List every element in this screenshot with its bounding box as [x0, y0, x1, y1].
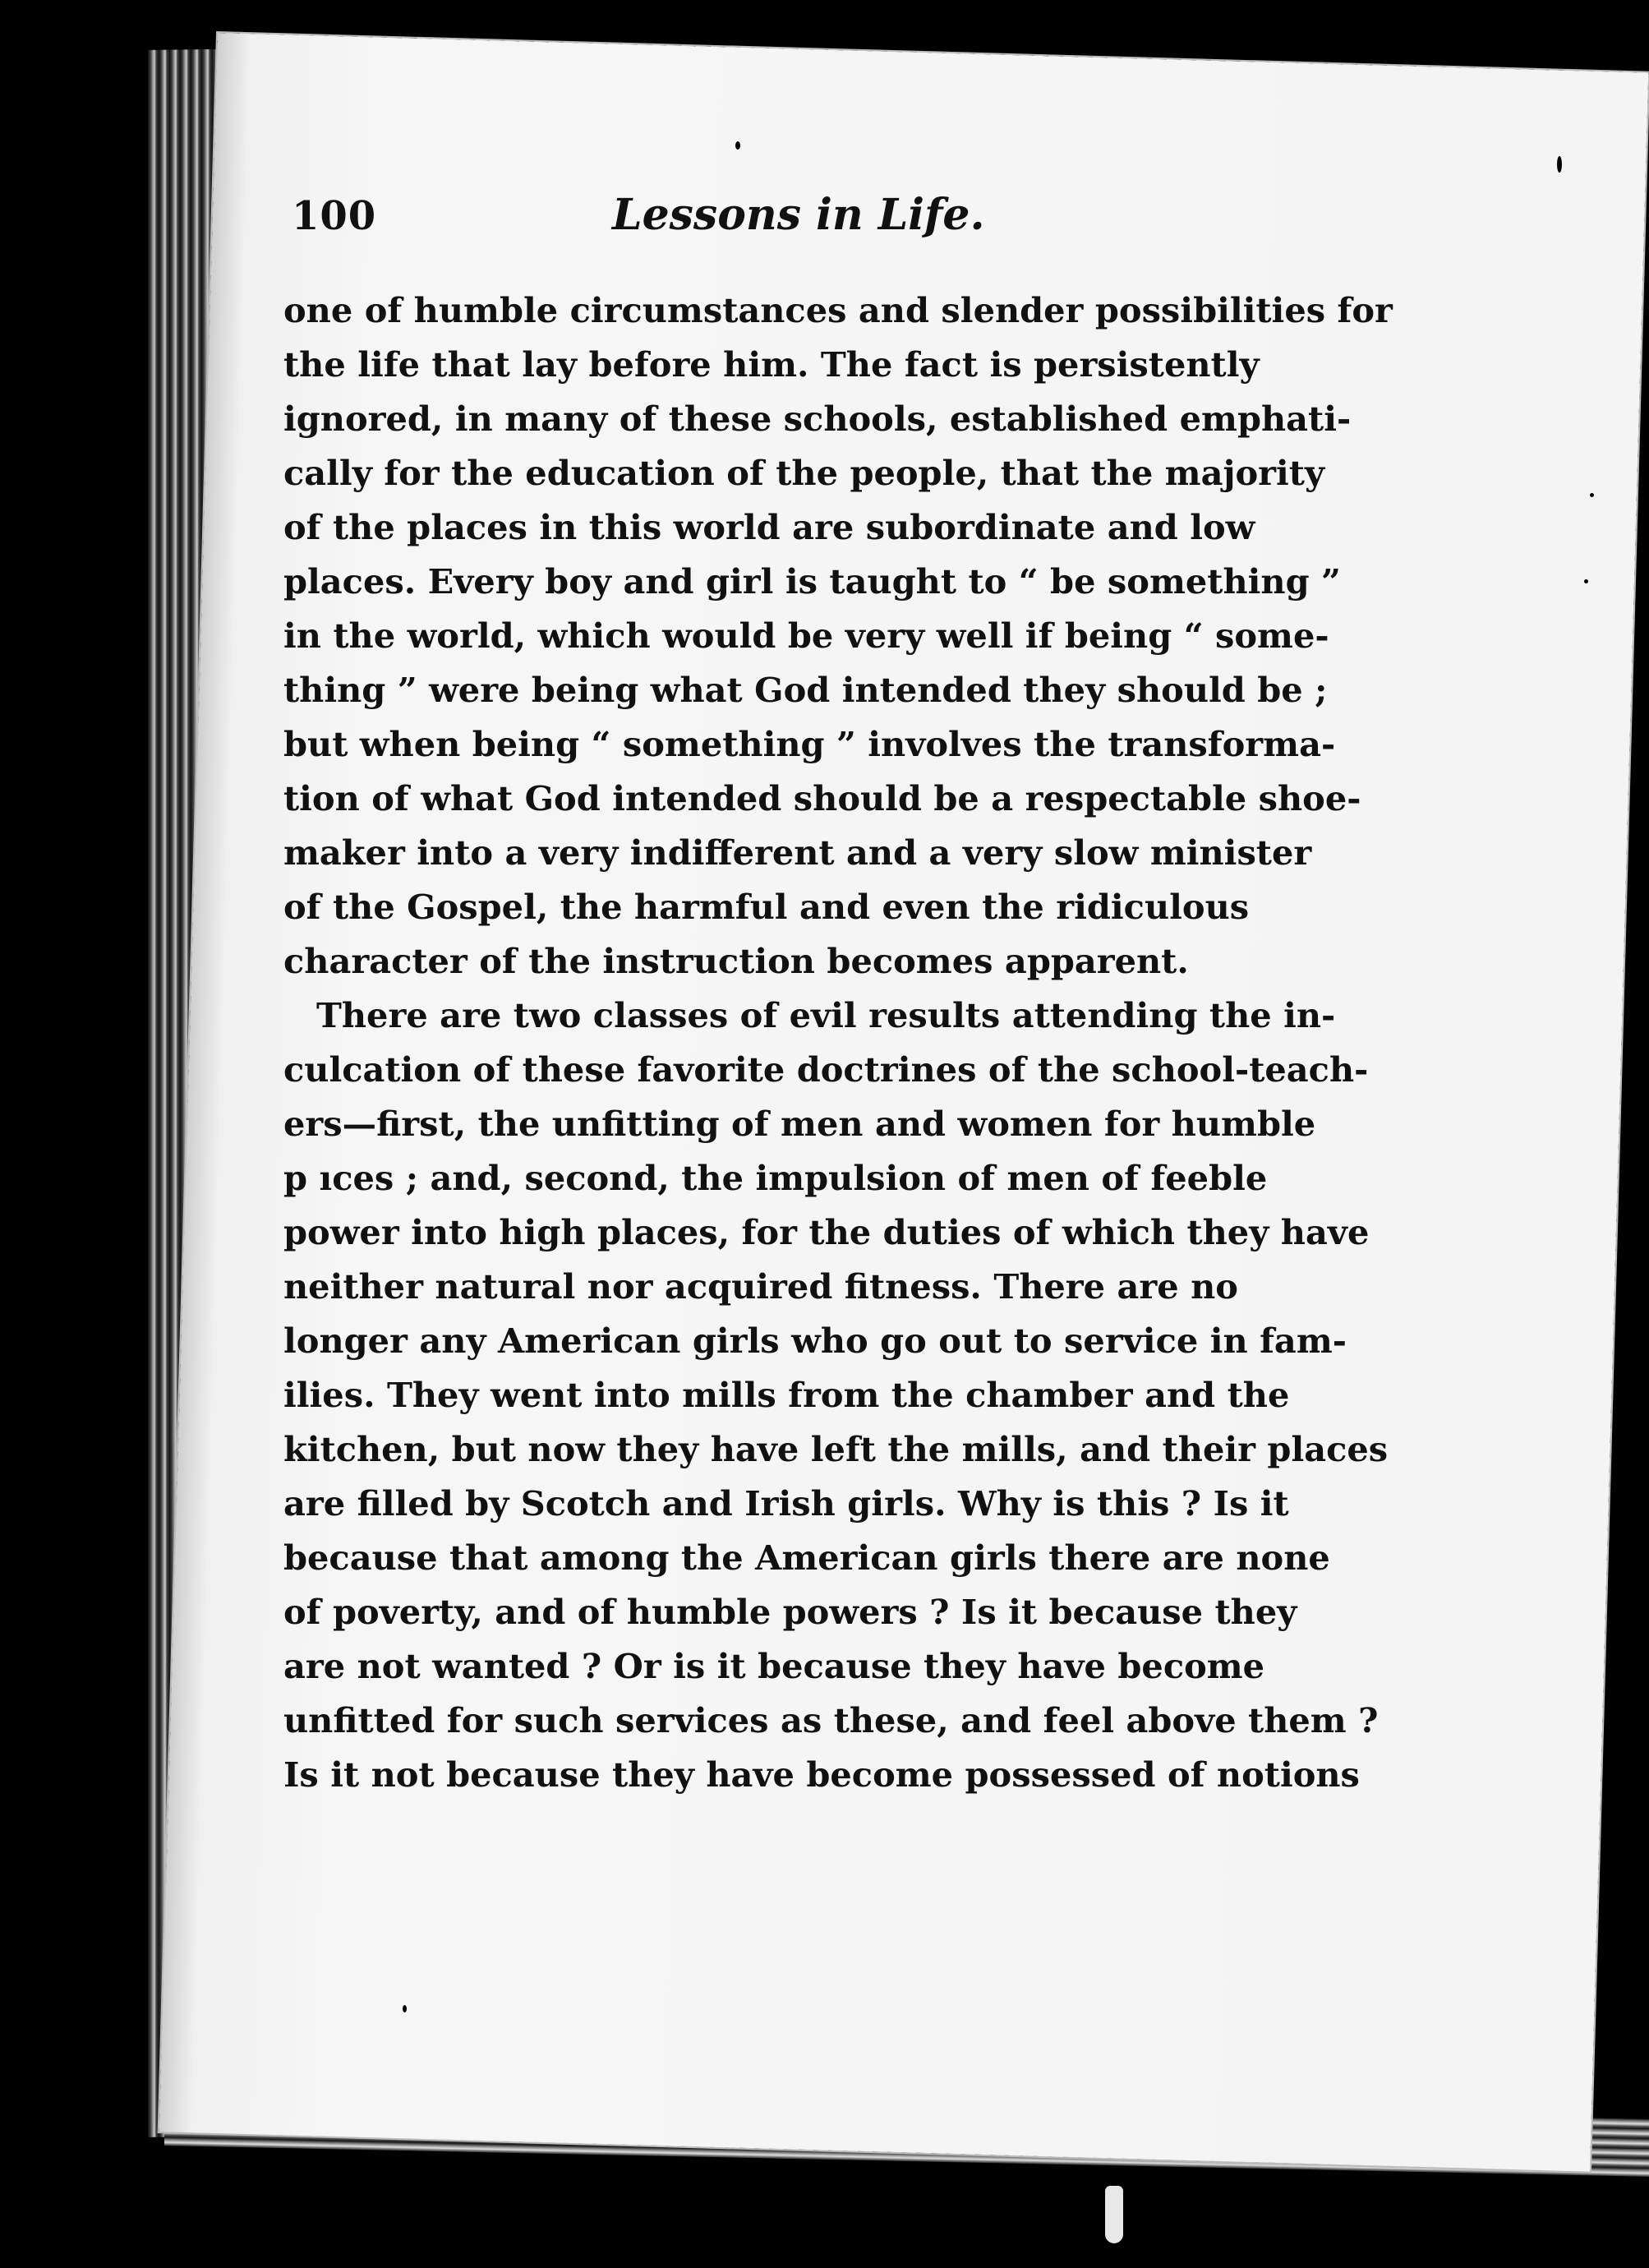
text-line: unfitted for such services as these, and feel above them ?	[283, 1700, 1379, 1740]
text-line: of the places in this world are subordinate and low	[283, 507, 1255, 547]
text-line: thing ” were being what God intended they should be ;	[283, 670, 1328, 710]
text-line: kitchen, but now they have left the mills, and their places	[283, 1429, 1389, 1469]
text-line: cally for the education of the people, that the majority	[283, 453, 1325, 493]
text-line: There are two classes of evil results attending the in-	[316, 995, 1336, 1035]
text-line: longer any American girls who go out to service in fam-	[283, 1321, 1347, 1361]
text-line: the life that lay before him. The fact is persistently	[283, 344, 1260, 385]
text-line: neither natural nor acquired fitness. There are no	[283, 1266, 1238, 1307]
scan-speck	[1590, 493, 1594, 497]
scan-speck	[735, 141, 740, 150]
page-number: 100	[292, 193, 377, 239]
text-line: power into high places, for the duties of which they have	[283, 1212, 1370, 1252]
text-line: one of humble circumstances and slender possibilities for	[283, 290, 1393, 330]
page-header	[292, 190, 1195, 267]
text-line: ilies. They went into mills from the chamber and the	[283, 1375, 1290, 1415]
text-line: maker into a very indifferent and a very slow minister	[283, 832, 1312, 873]
text-line: of poverty, and of humble powers ? Is it because they	[283, 1592, 1297, 1632]
text-line: in the world, which would be very well if being “ some-	[283, 615, 1329, 656]
text-line: of the Gospel, the harmful and even the ridiculous	[283, 887, 1250, 927]
text-line: but when being “ something ” involves the transforma-	[283, 724, 1336, 764]
text-line: ers—first, the unfitting of men and women for humble	[283, 1104, 1316, 1144]
text-line: are not wanted ? Or is it because they have become	[283, 1646, 1265, 1686]
text-line: tion of what God intended should be a respectable shoe-	[283, 778, 1361, 818]
running-title: Lessons in Life.	[612, 190, 985, 240]
paragraph-1	[283, 284, 1393, 989]
text-line: culcation of these favorite doctrines of the school-teach-	[283, 1049, 1369, 1090]
text-line: ignored, in many of these schools, established emphati-	[283, 399, 1352, 439]
scan-speck	[403, 2005, 407, 2012]
text-line: p ıces ; and, second, the impulsion of men of feeble	[283, 1158, 1268, 1198]
scan-artifact	[1105, 2186, 1123, 2243]
body-text	[283, 284, 1393, 1802]
text-line: are filled by Scotch and Irish girls. Why is this ? Is it	[283, 1483, 1289, 1524]
text-line: character of the instruction becomes apparent.	[283, 941, 1189, 981]
scan-speck	[1584, 579, 1588, 583]
text-line: places. Every boy and girl is taught to “ be something ”	[283, 561, 1341, 602]
scan-speck	[1557, 156, 1562, 173]
text-line: Is it not because they have become possessed of notions	[283, 1754, 1360, 1795]
paragraph-2	[283, 989, 1389, 1802]
text-line: because that among the American girls there are none	[283, 1537, 1330, 1578]
